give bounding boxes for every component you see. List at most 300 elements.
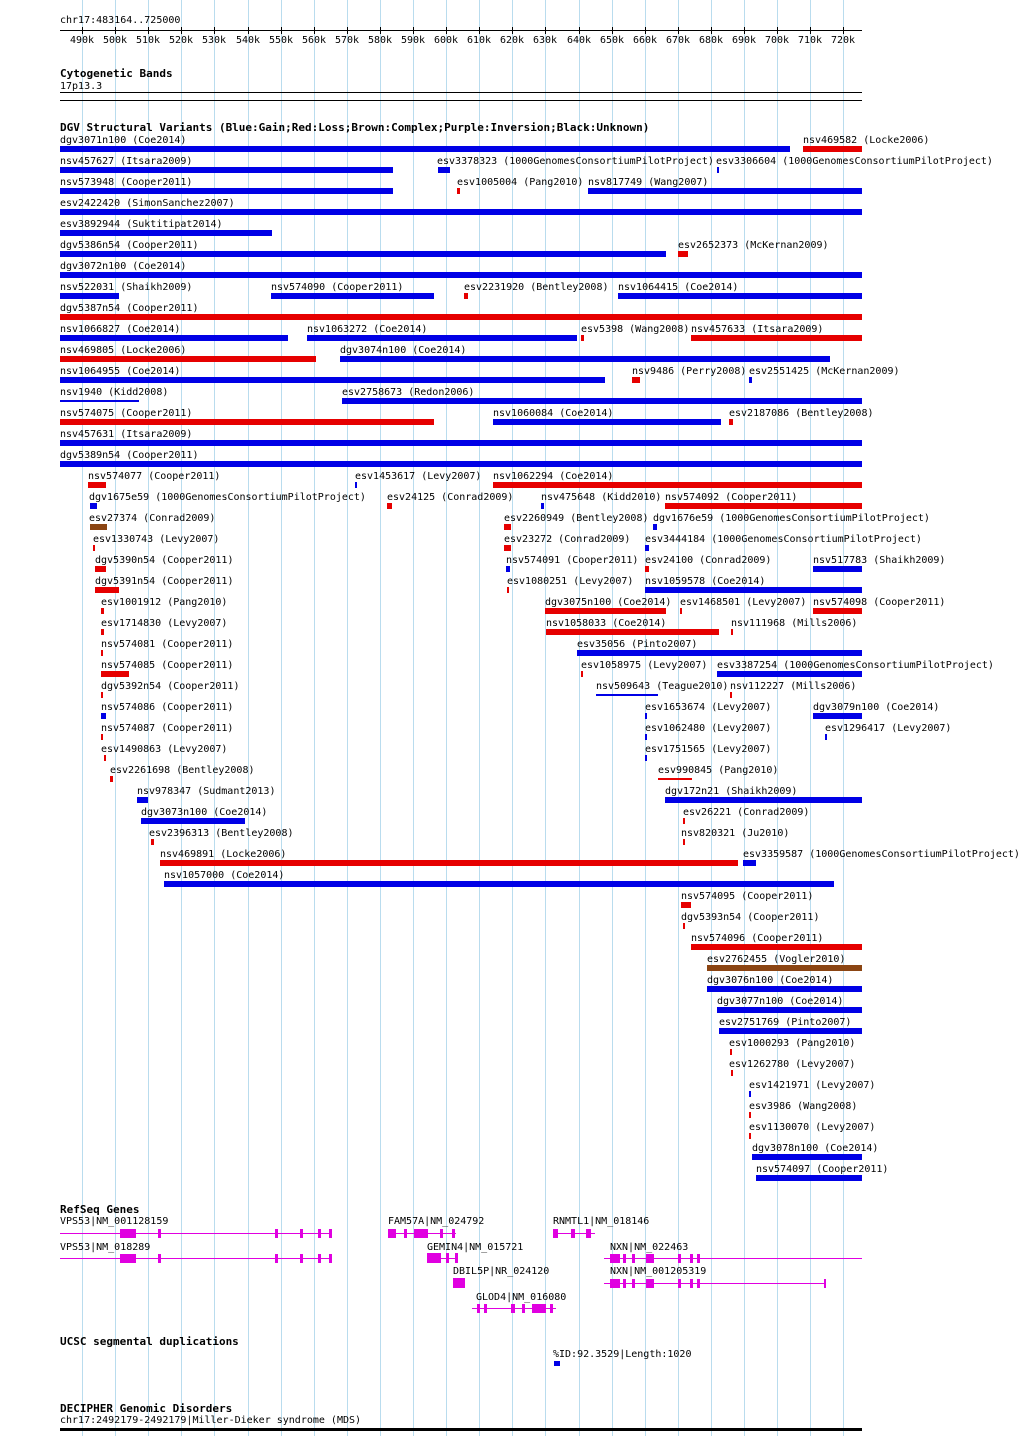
refseq-exon[interactable]: [446, 1253, 449, 1263]
refseq-gene-label[interactable]: VPS53|NM_001128159: [60, 1216, 169, 1227]
dgv-feature-bar[interactable]: [681, 902, 691, 908]
dgv-feature-bar[interactable]: [506, 566, 510, 572]
dgv-feature-bar[interactable]: [60, 461, 862, 467]
dgv-feature-bar[interactable]: [438, 167, 450, 173]
dgv-feature-label[interactable]: nsv574085 (Cooper2011): [101, 660, 234, 671]
dgv-feature-bar[interactable]: [577, 650, 862, 656]
dgv-feature-label[interactable]: nsv574077 (Cooper2011): [88, 471, 221, 482]
dgv-feature-bar[interactable]: [717, 167, 719, 173]
dgv-feature-label[interactable]: nsv574097 (Cooper2011): [756, 1164, 889, 1175]
dgv-feature-bar[interactable]: [95, 566, 106, 572]
ruler-tick-label: 510k: [136, 35, 161, 46]
refseq-exon[interactable]: [158, 1229, 161, 1238]
dgv-feature-label[interactable]: nsv469891 (Locke2006): [160, 849, 287, 860]
dgv-feature-bar[interactable]: [618, 293, 862, 299]
segdup-title: UCSC segmental duplications: [60, 1335, 239, 1348]
refseq-exon[interactable]: [131, 1229, 134, 1238]
dgv-feature-label[interactable]: nsv574086 (Cooper2011): [101, 702, 234, 713]
dgv-feature-label[interactable]: nsv574098 (Cooper2011): [813, 597, 946, 608]
dgv-feature-label[interactable]: nsv1066827 (Coe2014): [60, 324, 181, 335]
dgv-feature-bar[interactable]: [752, 1154, 862, 1160]
dgv-feature-label[interactable]: esv1330743 (Levy2007): [93, 534, 220, 545]
dgv-feature-label[interactable]: nsv457627 (Itsara2009): [60, 156, 193, 167]
dgv-feature-bar[interactable]: [90, 524, 107, 530]
dgv-feature-label[interactable]: dgv3074n100 (Coe2014): [340, 345, 467, 356]
refseq-exon[interactable]: [452, 1229, 455, 1238]
refseq-exon[interactable]: [623, 1254, 626, 1263]
refseq-exon[interactable]: [697, 1279, 700, 1288]
dgv-feature-label[interactable]: esv24125 (Conrad2009): [387, 492, 514, 503]
ruler-tick-label: 700k: [765, 35, 790, 46]
dgv-feature-bar[interactable]: [493, 419, 721, 425]
ruler-tick: [314, 27, 315, 34]
refseq-exon[interactable]: [388, 1229, 396, 1238]
dgv-feature-bar[interactable]: [717, 1007, 862, 1013]
dgv-feature-label[interactable]: esv2231920 (Bentley2008): [464, 282, 609, 293]
dgv-feature-label[interactable]: nsv1058033 (Coe2014): [546, 618, 667, 629]
dgv-feature-label[interactable]: esv3359587 (1000GenomesConsortiumPilotProject): [743, 849, 1020, 860]
dgv-feature-label[interactable]: esv1262780 (Levy2007): [729, 1059, 856, 1070]
dgv-feature-label[interactable]: esv1468501 (Levy2007): [680, 597, 807, 608]
dgv-feature-bar[interactable]: [645, 713, 647, 719]
dgv-feature-label[interactable]: dgv5386n54 (Cooper2011): [60, 240, 199, 251]
dgv-feature-label[interactable]: esv1421971 (Levy2007): [749, 1080, 876, 1091]
dgv-feature-bar[interactable]: [581, 335, 584, 341]
refseq-exon[interactable]: [550, 1304, 553, 1313]
refseq-exon[interactable]: [329, 1254, 332, 1263]
dgv-feature-bar[interactable]: [60, 440, 862, 446]
dgv-feature-bar[interactable]: [457, 188, 460, 194]
dgv-feature-label[interactable]: esv3387254 (1000GenomesConsortiumPilotProject): [717, 660, 994, 671]
dgv-feature-bar[interactable]: [60, 251, 666, 257]
refseq-exon[interactable]: [484, 1304, 487, 1313]
refseq-exon[interactable]: [455, 1253, 458, 1263]
ruler-tick: [347, 27, 348, 34]
dgv-feature-bar[interactable]: [504, 524, 511, 530]
refseq-exon[interactable]: [453, 1278, 465, 1288]
ruler-tick: [612, 27, 613, 34]
dgv-feature-label[interactable]: nsv457631 (Itsara2009): [60, 429, 193, 440]
dgv-feature-label[interactable]: dgv3078n100 (Coe2014): [752, 1143, 879, 1154]
ruler-tick-label: 570k: [335, 35, 360, 46]
refseq-exon[interactable]: [697, 1254, 700, 1263]
dgv-feature-bar[interactable]: [645, 734, 647, 740]
dgv-feature-label[interactable]: nsv475648 (Kidd2010): [541, 492, 662, 503]
dgv-feature-bar[interactable]: [680, 608, 682, 614]
dgv-feature-label[interactable]: esv1751565 (Levy2007): [645, 744, 772, 755]
refseq-exon[interactable]: [511, 1304, 515, 1313]
ruler-tick: [744, 27, 745, 34]
dgv-feature-label[interactable]: esv1296417 (Levy2007): [825, 723, 952, 734]
dgv-feature-bar[interactable]: [632, 377, 640, 383]
segdup-bar[interactable]: [554, 1361, 560, 1366]
dgv-feature-bar[interactable]: [596, 694, 658, 696]
refseq-exon[interactable]: [300, 1254, 303, 1263]
dgv-feature-label[interactable]: esv2758673 (Redon2006): [342, 387, 475, 398]
dgv-feature-bar[interactable]: [691, 944, 862, 950]
ruler-tick: [82, 27, 83, 34]
dgv-feature-label[interactable]: esv990845 (Pang2010): [658, 765, 779, 776]
cytoband-title: Cytogenetic Bands: [60, 67, 173, 80]
dgv-feature-label[interactable]: nsv574096 (Cooper2011): [691, 933, 824, 944]
dgv-feature-label[interactable]: esv1490863 (Levy2007): [101, 744, 228, 755]
dgv-feature-bar[interactable]: [504, 545, 511, 551]
dgv-feature-label[interactable]: esv2652373 (McKernan2009): [678, 240, 829, 251]
dgv-feature-label[interactable]: esv35056 (Pinto2007): [577, 639, 698, 650]
dgv-feature-label[interactable]: esv2396313 (Bentley2008): [149, 828, 294, 839]
dgv-feature-bar[interactable]: [729, 419, 733, 425]
dgv-feature-label[interactable]: nsv1063272 (Coe2014): [307, 324, 428, 335]
refseq-exon[interactable]: [477, 1304, 480, 1313]
dgv-feature-label[interactable]: esv1000293 (Pang2010): [729, 1038, 856, 1049]
ruler-tick-label: 600k: [434, 35, 459, 46]
dgv-feature-bar[interactable]: [743, 860, 756, 866]
dgv-feature-bar[interactable]: [645, 566, 649, 572]
dgv-feature-label[interactable]: dgv3079n100 (Coe2014): [813, 702, 940, 713]
refseq-exon[interactable]: [300, 1229, 303, 1238]
dgv-feature-label[interactable]: esv3444184 (1000GenomesConsortiumPilotProject): [645, 534, 922, 545]
dgv-feature-bar[interactable]: [507, 587, 509, 593]
dgv-feature-bar[interactable]: [60, 272, 862, 278]
dgv-feature-label[interactable]: nsv574090 (Cooper2011): [271, 282, 404, 293]
dgv-feature-label[interactable]: nsv574091 (Cooper2011): [506, 555, 639, 566]
dgv-feature-label[interactable]: esv24100 (Conrad2009): [645, 555, 772, 566]
dgv-feature-bar[interactable]: [665, 797, 862, 803]
dgv-feature-bar[interactable]: [731, 1070, 733, 1076]
refseq-gene-label[interactable]: DBIL5P|NR_024120: [453, 1266, 550, 1277]
dgv-feature-label[interactable]: esv2751769 (Pinto2007): [719, 1017, 852, 1028]
dgv-feature-bar[interactable]: [340, 356, 830, 362]
dgv-feature-label[interactable]: nsv1057000 (Coe2014): [164, 870, 285, 881]
dgv-feature-bar[interactable]: [730, 692, 732, 698]
ruler-tick-label: 560k: [302, 35, 327, 46]
dgv-feature-label[interactable]: esv27374 (Conrad2009): [89, 513, 216, 524]
dgv-feature-bar[interactable]: [464, 293, 468, 299]
dgv-feature-bar[interactable]: [387, 503, 392, 509]
refseq-gene-label[interactable]: NXN|NM_001205319: [610, 1266, 707, 1277]
refseq-exon[interactable]: [690, 1279, 693, 1288]
dgv-feature-bar[interactable]: [60, 314, 862, 320]
gridline: [380, 0, 381, 1436]
dgv-feature-bar[interactable]: [141, 818, 245, 824]
ruler-tick-label: 640k: [567, 35, 592, 46]
dgv-feature-label[interactable]: esv1453617 (Levy2007): [355, 471, 482, 482]
dgv-feature-bar[interactable]: [493, 482, 862, 488]
dgv-feature-bar[interactable]: [342, 398, 862, 404]
dgv-feature-label[interactable]: dgv5391n54 (Cooper2011): [95, 576, 234, 587]
dgv-feature-label[interactable]: nsv574095 (Cooper2011): [681, 891, 814, 902]
dgv-feature-label[interactable]: nsv111968 (Mills2006): [731, 618, 858, 629]
refseq-exon[interactable]: [646, 1279, 654, 1288]
refseq-exon[interactable]: [610, 1254, 620, 1263]
ruler-tick: [380, 27, 381, 34]
refseq-gene-label[interactable]: GEMIN4|NM_015721: [427, 1242, 524, 1253]
gridline: [181, 0, 182, 1436]
ruler-tick-label: 650k: [600, 35, 625, 46]
dgv-feature-label[interactable]: nsv1060084 (Coe2014): [493, 408, 614, 419]
refseq-exon[interactable]: [532, 1304, 546, 1313]
ruler-tick: [281, 27, 282, 34]
dgv-feature-bar[interactable]: [60, 335, 288, 341]
dgv-feature-label[interactable]: nsv574075 (Cooper2011): [60, 408, 193, 419]
refseq-exon[interactable]: [678, 1254, 681, 1263]
dgv-feature-bar[interactable]: [60, 356, 316, 362]
dgv-feature-bar[interactable]: [749, 1112, 751, 1118]
dgv-feature-bar[interactable]: [101, 734, 103, 740]
dgv-feature-bar[interactable]: [60, 188, 393, 194]
dgv-feature-bar[interactable]: [691, 335, 862, 341]
dgv-feature-bar[interactable]: [101, 650, 103, 656]
dgv-feature-bar[interactable]: [101, 671, 129, 677]
dgv-feature-label[interactable]: esv3306604 (1000GenomesConsortiumPilotProject): [716, 156, 993, 167]
refseq-gene-line[interactable]: [60, 1233, 332, 1234]
dgv-feature-label[interactable]: dgv3072n100 (Coe2014): [60, 261, 187, 272]
dgv-feature-label[interactable]: esv2762455 (Vogler2010): [707, 954, 846, 965]
dgv-feature-label[interactable]: dgv3071n100 (Coe2014): [60, 135, 187, 146]
dgv-feature-label[interactable]: nsv522031 (Shaikh2009): [60, 282, 193, 293]
dgv-feature-bar[interactable]: [545, 608, 666, 614]
dgv-feature-bar[interactable]: [717, 671, 862, 677]
dgv-feature-bar[interactable]: [101, 713, 106, 719]
dgv-feature-label[interactable]: nsv469582 (Locke2006): [803, 135, 930, 146]
dgv-feature-label[interactable]: dgv5392n54 (Cooper2011): [101, 681, 240, 692]
refseq-exon[interactable]: [414, 1229, 428, 1238]
dgv-feature-label[interactable]: dgv5393n54 (Cooper2011): [681, 912, 820, 923]
ruler-tick: [248, 27, 249, 34]
dgv-feature-bar[interactable]: [110, 776, 113, 782]
dgv-feature-bar[interactable]: [60, 167, 393, 173]
dgv-feature-bar[interactable]: [271, 293, 434, 299]
dgv-feature-label[interactable]: nsv574081 (Cooper2011): [101, 639, 234, 650]
dgv-feature-bar[interactable]: [581, 671, 583, 677]
refseq-exon[interactable]: [440, 1229, 443, 1238]
dgv-feature-bar[interactable]: [683, 818, 685, 824]
dgv-feature-label[interactable]: nsv573948 (Cooper2011): [60, 177, 193, 188]
dgv-feature-bar[interactable]: [88, 482, 106, 488]
dgv-feature-label[interactable]: dgv3075n100 (Coe2014): [545, 597, 672, 608]
refseq-exon[interactable]: [131, 1254, 134, 1263]
dgv-feature-label[interactable]: dgv3073n100 (Coe2014): [141, 807, 268, 818]
refseq-exon[interactable]: [690, 1254, 693, 1263]
refseq-gene-label[interactable]: NXN|NM_022463: [610, 1242, 689, 1253]
dgv-feature-label[interactable]: esv2422420 (SimonSanchez2007): [60, 198, 235, 209]
dgv-feature-label[interactable]: nsv1940 (Kidd2008): [60, 387, 169, 398]
dgv-feature-label[interactable]: dgv3077n100 (Coe2014): [717, 996, 844, 1007]
gridline: [744, 0, 745, 1436]
ruler-tick-label: 610k: [467, 35, 492, 46]
dgv-feature-bar[interactable]: [546, 629, 719, 635]
dgv-feature-bar[interactable]: [683, 839, 685, 845]
refseq-exon[interactable]: [632, 1279, 635, 1288]
dgv-feature-bar[interactable]: [355, 482, 357, 488]
dgv-feature-bar[interactable]: [665, 503, 862, 509]
dgv-feature-label[interactable]: nsv112227 (Mills2006): [730, 681, 857, 692]
dgv-feature-label[interactable]: esv3378323 (1000GenomesConsortiumPilotProject): [437, 156, 714, 167]
dgv-feature-bar[interactable]: [653, 524, 657, 530]
dgv-feature-bar[interactable]: [719, 1028, 862, 1034]
dgv-feature-bar[interactable]: [60, 377, 605, 383]
dgv-feature-label[interactable]: esv1080251 (Levy2007): [507, 576, 634, 587]
dgv-feature-label[interactable]: esv5398 (Wang2008): [581, 324, 690, 335]
dgv-feature-bar[interactable]: [707, 965, 862, 971]
dgv-feature-bar[interactable]: [645, 755, 647, 761]
dgv-feature-label[interactable]: nsv509643 (Teague2010): [596, 681, 729, 692]
dgv-feature-bar[interactable]: [101, 692, 103, 698]
dgv-feature-bar[interactable]: [749, 1133, 751, 1139]
dgv-feature-label[interactable]: dgv5387n54 (Cooper2011): [60, 303, 199, 314]
dgv-feature-bar[interactable]: [307, 335, 577, 341]
dgv-feature-bar[interactable]: [813, 608, 862, 614]
dgv-feature-label[interactable]: esv26221 (Conrad2009): [683, 807, 810, 818]
dgv-feature-label[interactable]: nsv517783 (Shaikh2009): [813, 555, 946, 566]
dgv-feature-bar[interactable]: [101, 608, 104, 614]
dgv-feature-label[interactable]: esv1062480 (Levy2007): [645, 723, 772, 734]
refseq-exon[interactable]: [158, 1254, 161, 1263]
refseq-exon[interactable]: [318, 1254, 321, 1263]
dgv-feature-bar[interactable]: [90, 503, 97, 509]
dgv-feature-label[interactable]: esv23272 (Conrad2009): [504, 534, 631, 545]
dgv-feature-bar[interactable]: [95, 587, 119, 593]
ruler-tick: [148, 27, 149, 34]
refseq-exon[interactable]: [275, 1254, 278, 1263]
dgv-feature-label[interactable]: nsv1064955 (Coe2014): [60, 366, 181, 377]
dgv-feature-label[interactable]: nsv469805 (Locke2006): [60, 345, 187, 356]
dgv-feature-bar[interactable]: [825, 734, 827, 740]
dgv-feature-label[interactable]: nsv817749 (Wang2007): [588, 177, 709, 188]
refseq-exon[interactable]: [318, 1229, 321, 1238]
dgv-feature-label[interactable]: nsv820321 (Ju2010): [681, 828, 790, 839]
gridline: [281, 0, 282, 1436]
dgv-feature-bar[interactable]: [813, 713, 862, 719]
dgv-feature-bar[interactable]: [803, 146, 862, 152]
dgv-feature-label[interactable]: esv1058975 (Levy2007): [581, 660, 708, 671]
dgv-feature-label[interactable]: dgv1675e59 (1000GenomesConsortiumPilotProject): [89, 492, 366, 503]
dgv-feature-bar[interactable]: [101, 629, 104, 635]
refseq-exon[interactable]: [678, 1279, 681, 1288]
dgv-feature-label[interactable]: dgv172n21 (Shaikh2009): [665, 786, 798, 797]
refseq-exon[interactable]: [275, 1229, 278, 1238]
dgv-feature-bar[interactable]: [645, 545, 649, 551]
dgv-feature-bar[interactable]: [60, 293, 119, 299]
dgv-feature-bar[interactable]: [60, 419, 434, 425]
dgv-feature-label[interactable]: esv1130070 (Levy2007): [749, 1122, 876, 1133]
refseq-exon[interactable]: [329, 1229, 332, 1238]
dgv-feature-bar[interactable]: [93, 545, 95, 551]
dgv-feature-bar[interactable]: [813, 566, 862, 572]
dgv-feature-label[interactable]: esv2261698 (Bentley2008): [110, 765, 255, 776]
refseq-gene-label[interactable]: VPS53|NM_018289: [60, 1242, 151, 1253]
ruler-tick: [115, 27, 116, 34]
dgv-feature-label[interactable]: nsv1059578 (Coe2014): [645, 576, 766, 587]
dgv-feature-bar[interactable]: [541, 503, 544, 509]
dgv-feature-label[interactable]: esv1714830 (Levy2007): [101, 618, 228, 629]
dgv-feature-label[interactable]: dgv5389n54 (Cooper2011): [60, 450, 199, 461]
ruler-tick-label: 500k: [103, 35, 128, 46]
gridline: [314, 0, 315, 1436]
dgv-feature-label[interactable]: esv1653674 (Levy2007): [645, 702, 772, 713]
refseq-exon[interactable]: [610, 1279, 620, 1288]
dgv-feature-label[interactable]: esv3892944 (Suktitipat2014): [60, 219, 223, 230]
dgv-feature-label[interactable]: nsv457633 (Itsara2009): [691, 324, 824, 335]
dgv-feature-bar[interactable]: [756, 1175, 862, 1181]
dgv-feature-bar[interactable]: [645, 587, 862, 593]
refseq-exon[interactable]: [824, 1279, 826, 1288]
dgv-feature-bar[interactable]: [731, 629, 733, 635]
dgv-feature-bar[interactable]: [60, 146, 790, 152]
dgv-feature-label[interactable]: esv3986 (Wang2008): [749, 1101, 858, 1112]
refseq-gene-line[interactable]: [604, 1258, 862, 1259]
dgv-feature-label[interactable]: esv2187086 (Bentley2008): [729, 408, 874, 419]
dgv-feature-bar[interactable]: [160, 860, 738, 866]
refseq-gene-label[interactable]: FAM57A|NM_024792: [388, 1216, 485, 1227]
gridline: [711, 0, 712, 1436]
dgv-feature-bar[interactable]: [749, 377, 752, 383]
ruler-tick-label: 550k: [269, 35, 294, 46]
refseq-exon[interactable]: [623, 1279, 626, 1288]
refseq-exon[interactable]: [646, 1254, 654, 1263]
refseq-gene-line[interactable]: [60, 1258, 332, 1259]
dgv-feature-bar[interactable]: [707, 986, 862, 992]
refseq-gene-label[interactable]: RNMTL1|NM_018146: [553, 1216, 650, 1227]
dgv-feature-bar[interactable]: [164, 881, 834, 887]
refseq-gene-label[interactable]: GLOD4|NM_016080: [476, 1292, 567, 1303]
dgv-feature-label[interactable]: nsv1064415 (Coe2014): [618, 282, 739, 293]
dgv-feature-bar[interactable]: [60, 230, 272, 236]
dgv-feature-bar[interactable]: [658, 778, 692, 780]
dgv-feature-bar[interactable]: [683, 923, 685, 929]
refseq-exon[interactable]: [571, 1229, 575, 1238]
gridline: [512, 0, 513, 1436]
dgv-feature-label[interactable]: dgv3076n100 (Coe2014): [707, 975, 834, 986]
dgv-feature-bar[interactable]: [151, 839, 154, 845]
dgv-feature-label[interactable]: dgv5390n54 (Cooper2011): [95, 555, 234, 566]
dgv-feature-bar[interactable]: [678, 251, 688, 257]
refseq-exon[interactable]: [404, 1229, 407, 1238]
dgv-feature-bar[interactable]: [730, 1049, 732, 1055]
gridline: [678, 0, 679, 1436]
refseq-exon[interactable]: [632, 1254, 635, 1263]
ruler-tick: [810, 27, 811, 34]
dgv-feature-label[interactable]: nsv574087 (Cooper2011): [101, 723, 234, 734]
dgv-feature-bar[interactable]: [104, 755, 106, 761]
dgv-feature-bar[interactable]: [60, 400, 139, 402]
dgv-feature-bar[interactable]: [60, 209, 862, 215]
dgv-feature-label[interactable]: esv2551425 (McKernan2009): [749, 366, 900, 377]
refseq-exon[interactable]: [427, 1253, 441, 1263]
refseq-exon[interactable]: [553, 1229, 558, 1238]
decipher-bar[interactable]: [60, 1428, 862, 1431]
dgv-feature-bar[interactable]: [588, 188, 862, 194]
dgv-feature-bar[interactable]: [749, 1091, 751, 1097]
dgv-feature-label[interactable]: esv2260949 (Bentley2008): [504, 513, 649, 524]
ruler-tick-label: 630k: [533, 35, 558, 46]
dgv-title: DGV Structural Variants (Blue:Gain;Red:Loss;Brown:Complex;Purple:Inversion;Black:Unknown): [60, 121, 650, 134]
ruler-tick: [777, 27, 778, 34]
dgv-feature-label[interactable]: esv1005004 (Pang2010): [457, 177, 584, 188]
dgv-feature-label[interactable]: nsv978347 (Sudmant2013): [137, 786, 276, 797]
refseq-exon[interactable]: [586, 1229, 591, 1238]
dgv-feature-label[interactable]: nsv1062294 (Coe2014): [493, 471, 614, 482]
dgv-feature-label[interactable]: nsv574092 (Cooper2011): [665, 492, 798, 503]
dgv-feature-label[interactable]: nsv9486 (Perry2008): [632, 366, 747, 377]
refseq-title: RefSeq Genes: [60, 1203, 140, 1216]
dgv-feature-label[interactable]: esv1001912 (Pang2010): [101, 597, 228, 608]
dgv-feature-bar[interactable]: [137, 797, 148, 803]
dgv-feature-label[interactable]: dgv1676e59 (1000GenomesConsortiumPilotProject): [653, 513, 930, 524]
ruler-tick-label: 590k: [401, 35, 426, 46]
refseq-exon[interactable]: [522, 1304, 525, 1313]
refseq-gene-line[interactable]: [604, 1283, 826, 1284]
